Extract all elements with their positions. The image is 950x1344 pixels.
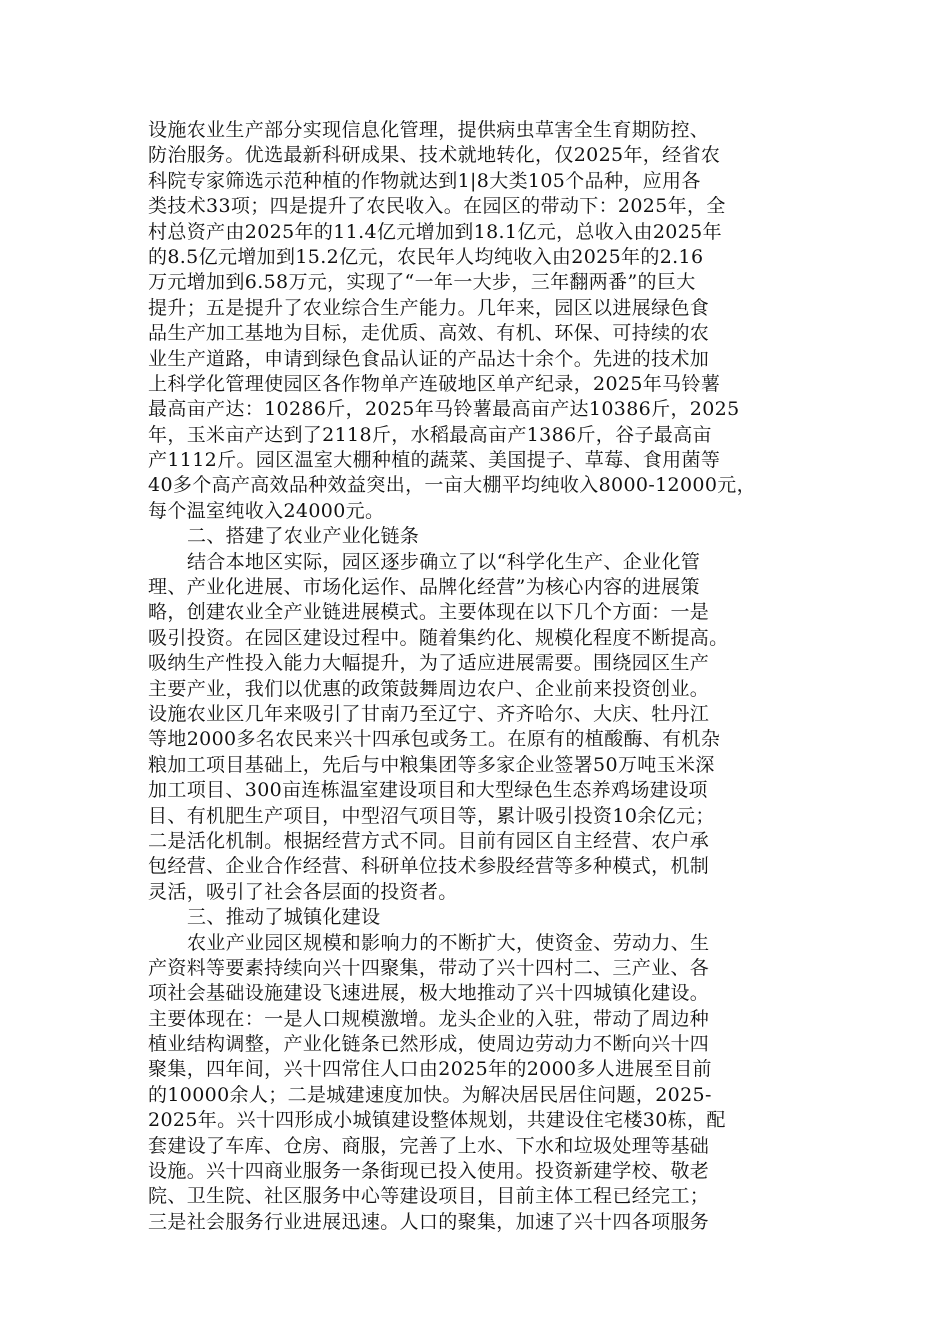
text-line: 上科学化管理使园区各作物单产连破地区单产纪录，2025年马铃薯: [148, 372, 721, 395]
text-line: 产1112斤。园区温室大棚种植的蔬菜、美国提子、草莓、食用菌等: [148, 449, 721, 472]
text-line: 等地2000多名农民来兴十四承包或务工。在原有的植酸酶、有机杂: [148, 728, 721, 751]
text-line: 目、有机肥生产项目，中型沼气项目等，累计吸引投资10余亿元；: [148, 804, 715, 827]
text-line: 植业结构调整，产业化链条已然形成，使周边劳动力不断向兴十四: [148, 1033, 710, 1056]
text-line: 农业产业园区规模和影响力的不断扩大，使资金、劳动力、生: [187, 931, 710, 954]
text-line: 科院专家筛选示范种植的作物就达到1|8大类105个品种，应用各: [148, 169, 701, 192]
document-page: [148, 118, 818, 1235]
text-line: 设施农业区几年来吸引了甘南乃至辽宁、齐齐哈尔、大庆、牡丹江: [148, 702, 710, 725]
text-line: 设施。兴十四商业服务一条街现已投入使用。投资新建学校、敬老: [148, 1160, 710, 1183]
text-line: 加工项目、300亩连栋温室建设项目和大型绿色生态养鸡场建设项: [148, 779, 708, 802]
text-line: 主要体现在：一是人口规模激增。龙头企业的入驻，带动了周边种: [148, 1007, 710, 1030]
text-line: 设施农业生产部分实现信息化管理，提供病虫草害全生育期防控、: [148, 119, 710, 141]
text-line: 村总资产由2025年的11.4亿元增加到18.1亿元，总收入由2025年: [148, 220, 722, 243]
text-line: 院、卫生院、社区服务中心等建设项目，目前主体工程已经完工；: [148, 1185, 710, 1208]
text-line: 包经营、企业合作经营、科研单位技术参股经营等多种模式，机制: [148, 855, 710, 878]
text-line: 万元增加到6.58万元，实现了“一年一大步，三年翻两番”的巨大: [148, 271, 696, 294]
text-line: 产资料等要素持续向兴十四聚集，带动了兴十四村二、三产业、各: [148, 956, 710, 979]
text-line: 理、产业化进展、市场化运作、品牌化经营”为核心内容的进展策: [148, 576, 700, 599]
text-line: 三、推动了城镇化建设: [187, 906, 381, 929]
text-line: 二、搭建了农业产业化链条: [187, 525, 420, 548]
text-line: 业生产道路，申请到绿色食品认证的产品达十余个。先进的技术加: [148, 347, 710, 370]
text-line: 套建设了车库、仓房、商服，完善了上水、下水和垃圾处理等基础: [148, 1134, 710, 1157]
text-line: 最高亩产达：10286斤，2025年马铃薯最高亩产达10386斤，2025: [148, 398, 740, 421]
text-line: 防治服务。优选最新科研成果、技术就地转化，仅2025年，经省农: [148, 144, 721, 167]
text-line: 聚集，四年间，兴十四常住人口由2025年的2000多人进展至目前: [148, 1058, 712, 1081]
text-line: 二是活化机制。根据经营方式不同。目前有园区自主经营、农户承: [148, 829, 710, 852]
text-line: 的8.5亿元增加到15.2亿元，农民年人均纯收入由2025年的2.16: [148, 245, 704, 268]
text-line: 吸引投资。在园区建设过程中。随着集约化、规模化程度不断提高。: [148, 626, 729, 649]
text-line: 40多个高产高效品种效益突出，一亩大棚平均纯收入8000-12000元，: [148, 474, 756, 497]
text-line: 年，玉米亩产达到了2118斤，水稻最高亩产1386斤，谷子最高亩: [148, 423, 712, 446]
text-line: 2025年。兴十四形成小城镇建设整体规划，共建设住宅楼30栋，配: [148, 1109, 726, 1132]
text-line: 灵活，吸引了社会各层面的投资者。: [148, 880, 458, 903]
text-line: 每个温室纯收入24000元。: [148, 499, 385, 522]
text-line: 项社会基础设施建设飞速进展，极大地推动了兴十四城镇化建设。: [148, 982, 710, 1005]
text-line: 主要产业，我们以优惠的政策鼓舞周边农户、企业前来投资创业。: [148, 677, 710, 700]
text-line: 类技术33项；四是提升了农民收入。在园区的带动下：2025年，全: [148, 195, 726, 218]
text-line: 品生产加工基地为目标，走优质、高效、有机、环保、可持续的农: [148, 322, 710, 345]
text-line: 粮加工项目基础上，先后与中粮集团等多家企业签署50万吨玉米深: [148, 753, 715, 776]
text-line: 的10000余人；二是城建速度加快。为解决居民居住问题，2025-: [148, 1083, 712, 1106]
text-line: 提升；五是提升了农业综合生产能力。几年来，园区以进展绿色食: [148, 296, 710, 319]
text-line: 略，创建农业全产业链进展模式。主要体现在以下几个方面：一是: [148, 601, 710, 624]
text-line: 吸纳生产性投入能力大幅提升，为了适应进展需要。围绕园区生产: [148, 652, 710, 675]
text-line: 结合本地区实际，园区逐步确立了以“科学化生产、企业化管: [187, 550, 701, 573]
text-line: 三是社会服务行业进展迅速。人口的聚集，加速了兴十四各项服务: [148, 1210, 710, 1233]
